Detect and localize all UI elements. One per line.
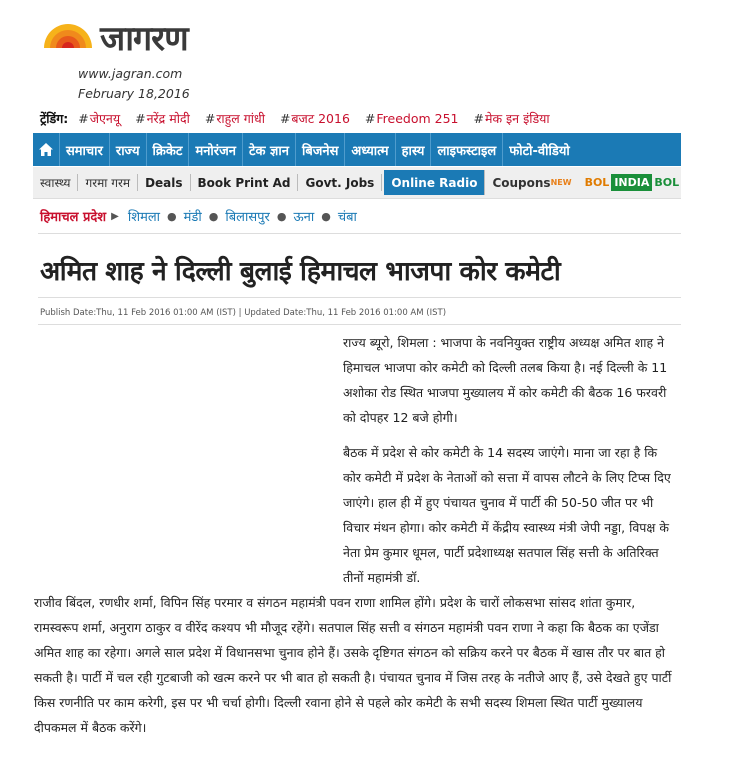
publish-date: Publish Date:Thu, 11 Feb 2016 01:00 AM (IST) | Updated Date:Thu, 11 Feb 2016 01:00 AM (IST) [40,308,447,318]
nav-item-photo-video[interactable]: फोटो-वीडियो [509,143,570,159]
divider [38,233,681,234]
bol-left: BOL [584,176,610,189]
jagran-logo[interactable] [40,10,240,59]
home-button[interactable] [33,133,60,166]
bullet-icon: ● [208,209,219,223]
article-headline: अमित शाह ने दिल्ली बुलाई हिमाचल भाजपा कोर कमेटी [40,256,561,287]
article-paragraph: राजीव बिंदल, रणधीर शर्मा, विपिन सिंह परमार व संगठन महामंत्री पवन राणा शामिल होंगे। प्रदेश के चारों लोकसभा सांसद शांता कुमार, रामस्वरूप शर्मा, अनुराग ठाकुर व वीरेंद कश्यप भी मौजूद रहेंगे। सतपाल सिंह सत्ती व संगठन महामंत्री पवन राणा ने कहा कि बैठक का एजेंडा अमित शाह का रहेगा। अगले साल प्रदेश में विधानसभा चुनाव होने हैं। उसके दृष्टिगत संगठन को सक्रिय करने पर बैठक में खास तौर पर बात हो सकती है। पार्टी में चल रही गुटबाजी को खत्म करने पर भी बात हो सकती है। पंचायत चुनाव में जिस तरह के नतीजे आए हैं, उसे देखते हुए पार्टी किस रणनीति पर काम करेगी, इस पर भी चर्चा होगी। दिल्ली रवाना होने से पहले कोर कमेटी के सभी सदस्य शिमला स्थित पार्टी मुख्यालय दीपकमल में बैठक करेंगे। [34,595,672,735]
home-icon [38,142,54,157]
bol-right: BOL [654,176,680,189]
nav-item-hasya[interactable]: हास्य [396,133,432,166]
bullet-icon: ● [167,209,177,223]
breadcrumb-state[interactable]: हिमाचल प्रदेश [40,210,107,225]
subnav-swasthya[interactable]: स्वास्थ्य [33,174,78,191]
bullet-icon: ● [276,209,287,223]
nav-item-manoranjan[interactable]: मनोरंजन [189,133,243,166]
site-date: February 18,2016 [78,86,190,101]
coupons-label: Coupons [492,175,551,190]
site-url[interactable]: www.jagran.com [78,66,183,81]
nav-item-business[interactable]: बिजनेस [296,133,345,166]
subnav-garma-garam[interactable]: गरमा गरम [78,174,138,191]
subnav-deals[interactable]: Deals [138,174,190,191]
subnav-coupons[interactable] [485,174,578,191]
article-paragraph: बैठक में प्रदेश से कोर कमेटी के 14 सदस्य जाएंगे। माना जा रहा है कि कोर कमेटी में प्रदेश के नेताओं को सत्ता में वापस लौटने के लिए टिप्स दिए जाएंगे। हाल ही में हुए पंचायत चुनाव में पार्टी की 50-50 जीत पर भी विचार मंथन होगा। कोर कमेटी में केंद्रीय स्वास्थ्य मंत्री जेपी नड्डा, विपक्ष के नेता प्रेम कुमार धूमल, पार्टी प्रदेशाध्यक्ष सतपाल सिंह सत्ती के अतिरिक्त तीनों महामंत्री डॉ. [343,445,671,585]
article-paragraph: राज्य ब्यूरो, शिमला : भाजपा के नवनियुक्त राष्ट्रीय अध्यक्ष अमित शाह ने हिमाचल भाजपा कोर कमेटी को दिल्ली तलब किया है। नई दिल्ली के 11 अशोका रोड स्थित भाजपा मुख्यालय में कोर कमेटी की बैठक 16 फरवरी को दोपहर 12 बजे होगी। [343,335,668,425]
new-badge: NEW [550,178,572,187]
nav-item-cricket[interactable]: क्रिकेट [147,133,190,166]
bullet-icon: ● [321,209,331,223]
ad-slot [40,335,330,590]
divider [38,324,681,325]
main-nav [33,133,681,166]
trending-item[interactable]: #मेक इन इंडिया [473,111,550,126]
breadcrumb-city[interactable]: बिलासपुर [225,210,270,225]
nav-item-samachar[interactable]: समाचार [60,133,110,166]
breadcrumb-city[interactable]: शिमला [127,210,161,225]
nav-item-lifestyle[interactable]: लाइफस्टाइल [431,133,503,166]
breadcrumb-city[interactable]: चंबा [337,210,357,225]
logo-wordmark: जागरण [100,19,188,59]
divider [38,297,681,298]
breadcrumb-city[interactable]: मंडी [183,210,202,225]
subnav-govt-jobs[interactable]: Govt. Jobs [298,174,382,191]
subnav-book-print-ad[interactable]: Book Print Ad [191,174,299,191]
nav-item-tech[interactable]: टेक ज्ञान [243,133,296,166]
trending-item[interactable]: #राहुल गांधी [204,111,265,126]
subnav-online-radio[interactable]: Online Radio [384,170,485,195]
breadcrumb [40,207,357,225]
trending-item[interactable]: #नरेंद्र मोदी [135,111,190,126]
nav-item-adhyatm[interactable]: अध्यात्म [345,133,395,166]
trending-bar [40,110,561,127]
nav-item-rajya[interactable]: राज्य [110,133,147,166]
trending-item[interactable]: #बजट 2016 [279,111,350,126]
trending-label: ट्रेंडिंग: [40,111,69,126]
trending-item[interactable]: #Freedom 251 [364,111,459,126]
india-badge: INDIA [611,174,652,191]
sub-nav [33,167,681,199]
trending-item[interactable]: #जेएनयू [78,111,121,126]
sunrise-logo-icon [40,10,100,56]
chevron-right-icon: ▶ [111,210,119,222]
breadcrumb-city[interactable]: ऊना [293,210,315,225]
bol-india-logo[interactable] [585,174,680,191]
